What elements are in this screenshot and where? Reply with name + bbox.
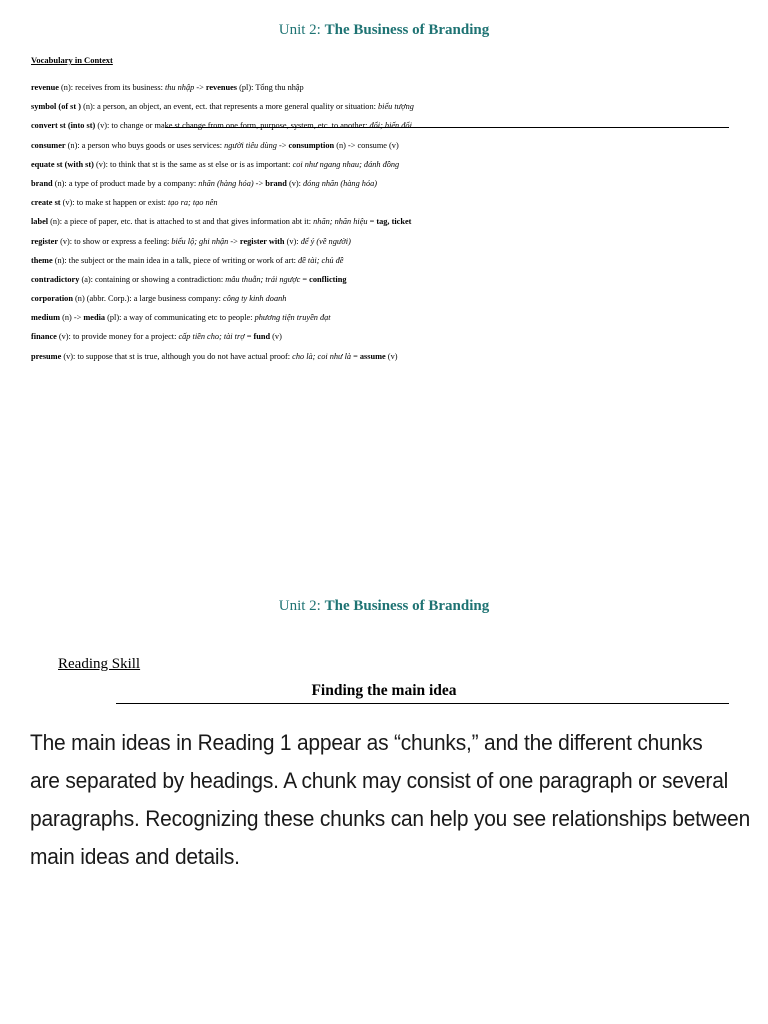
vocab-definition: (v): to suppose that st is true, although you do not have actual proof: xyxy=(61,351,293,361)
unit-title-top xyxy=(0,22,768,39)
vocab-arrow: -> xyxy=(228,236,240,246)
vocab-related-term: register with xyxy=(239,236,285,246)
paragraph-line: paragraphs. Recognizing these chunks can help you see relationships between xyxy=(30,806,751,831)
vocab-related-definition: (n) -> consume (v) xyxy=(334,140,399,150)
vocab-entry xyxy=(31,82,731,101)
vocab-entry xyxy=(31,197,731,216)
vocab-related-translation: để ý (về người) xyxy=(300,236,351,246)
vocab-term: equate st (with st) xyxy=(31,159,94,169)
vocab-term: medium xyxy=(31,313,61,323)
vocab-related-term: tag, ticket xyxy=(376,217,412,227)
vocab-related-term: conflicting xyxy=(309,274,347,284)
unit-title-bottom xyxy=(0,598,768,615)
vocab-term: register xyxy=(31,236,59,246)
vocab-translation: biểu lộ; ghi nhận xyxy=(171,236,229,246)
section-title: Finding the main idea xyxy=(311,682,457,699)
vocab-related-definition: (v) xyxy=(270,332,282,342)
vocab-definition: (v): to provide money for a project: xyxy=(56,332,179,342)
vocab-translation: nhãn (hàng hóa) xyxy=(198,178,254,188)
vocab-term: finance xyxy=(31,332,57,342)
unit-name: The Business of Branding xyxy=(324,22,490,38)
vocab-arrow: -> xyxy=(276,140,289,150)
vocab-translation: người tiêu dùng xyxy=(224,140,277,150)
vocab-translation: biểu tượng xyxy=(377,102,414,112)
vocab-entry xyxy=(31,159,731,178)
vocab-translation: nhãn; nhãn hiệu xyxy=(313,217,368,227)
vocab-entry xyxy=(31,331,731,350)
vocab-arrow: = xyxy=(351,351,360,361)
vocab-related-term: assume xyxy=(359,351,386,361)
paragraph-line: main ideas and details. xyxy=(30,844,240,869)
vocab-definition: (v): to show or express a feeling: xyxy=(58,236,172,246)
vocab-definition: (v): to think that st is the same as st else or is as important: xyxy=(93,159,293,169)
vocab-entry xyxy=(31,140,731,159)
vocab-related-translation: đóng nhãn (hàng hóa) xyxy=(303,178,378,188)
vocab-entry xyxy=(31,274,731,293)
vocab-entry xyxy=(31,293,731,312)
vocab-definition: (n): receives from its business: xyxy=(58,83,165,92)
vocab-term: contradictory xyxy=(31,274,80,284)
vocab-translation: cấp tiền cho; tài trợ xyxy=(178,332,245,342)
vocab-related-term: revenues xyxy=(205,83,238,92)
vocab-arrow: = xyxy=(244,332,254,342)
vocab-related-term: brand xyxy=(265,178,287,188)
vocab-definition: (n): a type of product made by a company: xyxy=(52,178,199,188)
vocab-list xyxy=(31,82,731,370)
vocab-arrow: = xyxy=(367,217,377,227)
vocab-heading: Vocabulary in Context xyxy=(31,55,113,65)
vocab-translation: công ty kinh doanh xyxy=(223,294,287,304)
vocab-term: brand xyxy=(31,178,53,188)
vocab-term: label xyxy=(31,217,49,227)
reading-skill-heading: Reading Skill xyxy=(58,656,141,672)
vocab-related-definition: (v) xyxy=(385,351,398,361)
vocab-entry xyxy=(31,101,731,120)
vocab-translation: thu nhập xyxy=(164,83,195,92)
vocab-translation: mâu thuẫn; trái ngược xyxy=(225,274,301,284)
paragraph-line: The main ideas in Reading 1 appear as “chunks,” and the different chunks xyxy=(30,730,703,755)
vocab-related-translation: phương tiện truyền đạt xyxy=(254,313,331,323)
vocab-definition: (a): containing or showing a contradiction: xyxy=(79,274,226,284)
vocab-term: corporation xyxy=(31,294,73,304)
unit-name: The Business of Branding xyxy=(324,598,490,614)
vocab-entry xyxy=(31,216,731,235)
vocab-definition: (v): to change or make st change from one form, purpose, system, etc. to another: xyxy=(95,121,370,131)
vocab-related-term: consumption xyxy=(288,140,335,150)
divider-line xyxy=(116,703,729,704)
vocab-translation: đề tài; chủ đề xyxy=(298,255,344,265)
vocab-translation: đổi; biến đổi xyxy=(369,121,412,131)
vocab-term: theme xyxy=(31,255,53,265)
paragraph-line: are separated by headings. A chunk may consist of one paragraph or several xyxy=(30,768,729,793)
unit-prefix: Unit 2: xyxy=(278,22,321,38)
vocab-translation: coi như ngang nhau; đánh đồng xyxy=(292,159,400,169)
main-idea-paragraph xyxy=(30,724,755,876)
vocab-related-definition: (v): xyxy=(284,236,301,246)
vocab-related-definition: (v): xyxy=(286,178,304,188)
vocab-entry xyxy=(31,236,731,255)
divider-line xyxy=(165,127,729,128)
vocab-entry xyxy=(31,255,731,274)
vocab-translation: cho là; coi như là xyxy=(292,351,352,361)
vocab-definition: (n): a piece of paper, etc. that is attached to st and that gives information abt it: xyxy=(48,217,314,227)
vocab-definition: (n): a person, an object, an event, ect. that represents a more general quality or situation: xyxy=(81,102,378,112)
vocab-term: symbol (of st ) xyxy=(31,102,82,112)
vocab-definition: (v): to make st happen or exist: xyxy=(60,198,168,208)
vocab-arrow: -> xyxy=(253,178,266,188)
vocab-definition: (n): a person who buys goods or uses services: xyxy=(65,140,225,150)
vocab-arrow: = xyxy=(300,274,310,284)
vocab-term: revenue xyxy=(31,83,59,92)
vocab-related-term: media xyxy=(83,313,106,323)
vocab-entry xyxy=(31,120,731,139)
unit-prefix: Unit 2: xyxy=(278,598,321,614)
vocab-related-definition: (pl): Tổng thu nhập xyxy=(237,83,304,92)
vocab-entry xyxy=(31,312,731,331)
vocab-term: consumer xyxy=(31,140,66,150)
vocab-term: presume xyxy=(31,351,62,361)
vocab-translation: tạo ra; tạo nên xyxy=(167,198,218,208)
vocab-related-term: fund xyxy=(253,332,271,342)
vocab-entry xyxy=(31,351,731,370)
vocab-definition: (n) (abbr. Corp.): a large business company: xyxy=(72,294,224,304)
vocab-definition: (n) -> xyxy=(60,313,84,323)
vocab-arrow: -> xyxy=(194,83,206,92)
vocab-related-definition: (pl): a way of communicating etc to people: xyxy=(105,313,255,323)
vocab-definition: (n): the subject or the main idea in a talk, piece of writing or work of art: xyxy=(52,255,299,265)
vocab-term: create st xyxy=(31,198,61,208)
vocab-entry xyxy=(31,178,731,197)
vocab-term: convert st (into st) xyxy=(31,121,96,131)
